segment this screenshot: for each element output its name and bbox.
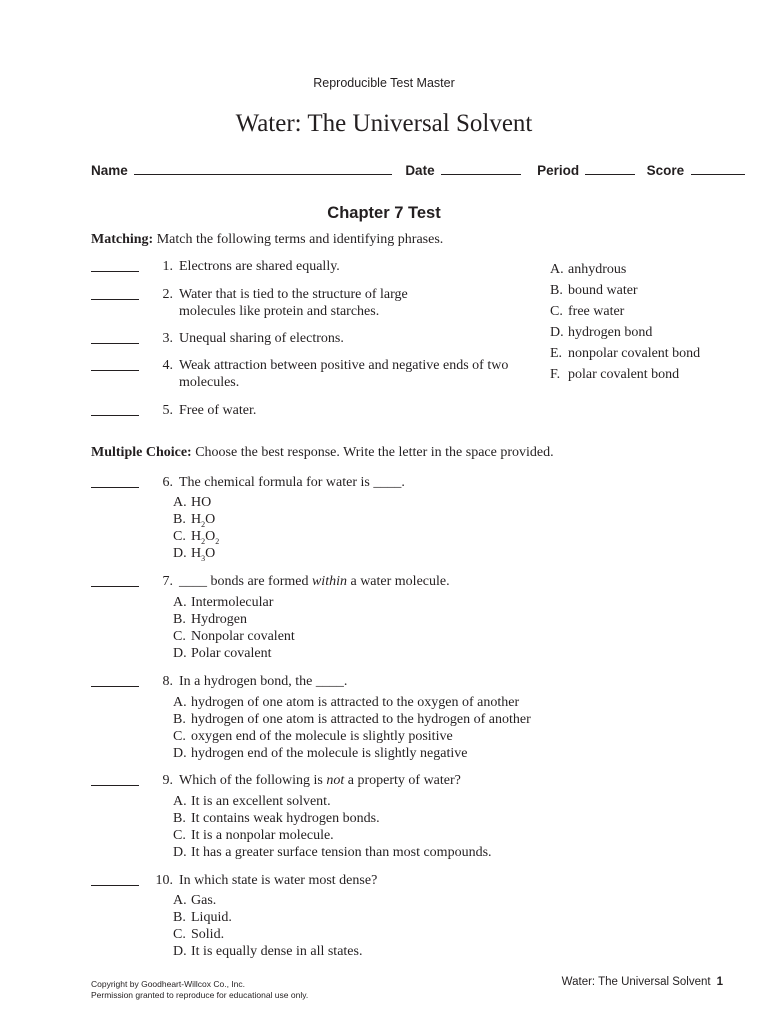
question-8-options bbox=[173, 694, 531, 762]
page-number: 1 bbox=[716, 976, 723, 988]
answer-blank[interactable] bbox=[91, 258, 139, 272]
answer-blank[interactable] bbox=[91, 573, 139, 587]
question-number: 6. bbox=[162, 475, 173, 490]
footer-running-head bbox=[540, 976, 723, 988]
matching-item-2 bbox=[91, 286, 511, 320]
question-number: 7. bbox=[162, 574, 173, 589]
question-text: In which state is water most dense? bbox=[179, 873, 378, 888]
answer-option: D. hydrogen bond bbox=[550, 325, 653, 340]
running-title: Water: The Universal Solvent bbox=[561, 976, 711, 988]
choice-option: B. hydrogen of one atom is attracted to the hydrogen of another bbox=[173, 712, 531, 727]
choice-option: C. $H_2O_2$ bbox=[173, 529, 220, 546]
chapter-heading: Chapter 7 Test bbox=[327, 204, 441, 222]
question-text: The chemical formula for water is ____. bbox=[179, 475, 405, 490]
item-number: 2. bbox=[162, 287, 173, 302]
answer-blank[interactable] bbox=[91, 286, 139, 300]
question-9-options bbox=[173, 793, 492, 861]
item-text: Water that is tied to the structure of large molecules like protein and starches. bbox=[179, 287, 408, 319]
matching-item-3 bbox=[91, 330, 531, 347]
question-number: 10. bbox=[155, 873, 173, 888]
name-label: Name bbox=[91, 163, 128, 178]
date-field[interactable] bbox=[441, 174, 521, 175]
question-6-options bbox=[173, 494, 219, 562]
answer-blank[interactable] bbox=[91, 872, 139, 886]
matching-item-5 bbox=[91, 402, 531, 419]
multiple-choice-text: Choose the best response. Write the letter in the space provided. bbox=[195, 445, 554, 460]
answer-option: F. polar covalent bond bbox=[550, 367, 680, 382]
item-text: Weak attraction between positive and negative ends of two molecules. bbox=[179, 358, 509, 390]
answer-blank[interactable] bbox=[91, 330, 139, 344]
choice-option: B. It contains weak hydrogen bonds. bbox=[173, 811, 380, 826]
matching-label: Matching: bbox=[91, 232, 154, 247]
permission-text: Permission granted to reproduce for educational use only. bbox=[91, 990, 309, 1000]
item-text: Unequal sharing of electrons. bbox=[179, 331, 344, 346]
question-6 bbox=[91, 474, 691, 491]
item-number: 3. bbox=[162, 331, 173, 346]
multiple-choice-instructions bbox=[91, 445, 554, 461]
item-text: Electrons are shared equally. bbox=[179, 259, 340, 274]
choice-option: C. Solid. bbox=[173, 927, 225, 942]
question-7 bbox=[91, 573, 691, 590]
question-10 bbox=[91, 872, 691, 889]
multiple-choice-label: Multiple Choice: bbox=[91, 445, 192, 460]
choice-option: C. It is a nonpolar molecule. bbox=[173, 828, 334, 843]
choice-option: A. It is an excellent solvent. bbox=[173, 794, 331, 809]
item-number: 1. bbox=[162, 259, 173, 274]
answer-option: B. bound water bbox=[550, 283, 638, 298]
question-text: In a hydrogen bond, the ____. bbox=[179, 674, 348, 689]
choice-option: A. Intermolecular bbox=[173, 595, 274, 610]
choice-option: C. Nonpolar covalent bbox=[173, 629, 295, 644]
question-10-options bbox=[173, 892, 362, 960]
matching-item-4 bbox=[91, 357, 521, 391]
test-master-label: Reproducible Test Master bbox=[313, 76, 455, 90]
choice-option: A. HO bbox=[173, 495, 212, 510]
item-text: Free of water. bbox=[179, 403, 257, 418]
answer-blank[interactable] bbox=[91, 673, 139, 687]
question-number: 8. bbox=[162, 674, 173, 689]
choice-option: D. It is equally dense in all states. bbox=[173, 944, 363, 959]
choice-option: D. hydrogen end of the molecule is slightly negative bbox=[173, 746, 468, 761]
question-text: ____ bonds are formed within a water molecule. bbox=[179, 574, 450, 589]
choice-option: B. Liquid. bbox=[173, 910, 232, 925]
choice-option: D. It has a greater surface tension than most compounds. bbox=[173, 845, 492, 860]
choice-option: B. $H_2O$ bbox=[173, 512, 216, 529]
score-label: Score bbox=[646, 163, 685, 178]
date-label: Date bbox=[405, 163, 435, 178]
name-field[interactable] bbox=[134, 174, 392, 175]
score-field[interactable] bbox=[691, 174, 745, 175]
period-field[interactable] bbox=[585, 174, 635, 175]
question-7-options bbox=[173, 594, 295, 662]
choice-option: D. $H_3O$ bbox=[173, 546, 216, 563]
answer-blank[interactable] bbox=[91, 357, 139, 371]
student-info-line bbox=[91, 163, 731, 178]
answer-option: E. nonpolar covalent bond bbox=[550, 346, 701, 361]
item-number: 5. bbox=[162, 403, 173, 418]
matching-answer-list bbox=[550, 259, 700, 385]
question-8 bbox=[91, 673, 691, 690]
choice-option: B. Hydrogen bbox=[173, 612, 247, 627]
question-text: Which of the following is not a property of water? bbox=[179, 773, 461, 788]
choice-option: A. Gas. bbox=[173, 893, 217, 908]
copyright-text: Copyright by Goodheart-Willcox Co., Inc. bbox=[91, 979, 246, 989]
matching-text: Match the following terms and identifying phrases. bbox=[156, 232, 444, 247]
answer-option: A. anhydrous bbox=[550, 262, 627, 277]
answer-option: C. free water bbox=[550, 304, 625, 319]
choice-option: A. hydrogen of one atom is attracted to the oxygen of another bbox=[173, 695, 520, 710]
choice-option: D. Polar covalent bbox=[173, 646, 272, 661]
footer-copyright bbox=[91, 979, 308, 1001]
question-number: 9. bbox=[162, 773, 173, 788]
item-number: 4. bbox=[162, 358, 173, 373]
page-title: Water: The Universal Solvent bbox=[235, 110, 533, 137]
choice-option: C. oxygen end of the molecule is slightly positive bbox=[173, 729, 453, 744]
answer-blank[interactable] bbox=[91, 402, 139, 416]
answer-blank[interactable] bbox=[91, 474, 139, 488]
matching-instructions bbox=[91, 232, 443, 248]
question-9 bbox=[91, 772, 691, 789]
answer-blank[interactable] bbox=[91, 772, 139, 786]
period-label: Period bbox=[537, 163, 580, 178]
matching-item-1 bbox=[91, 258, 531, 275]
